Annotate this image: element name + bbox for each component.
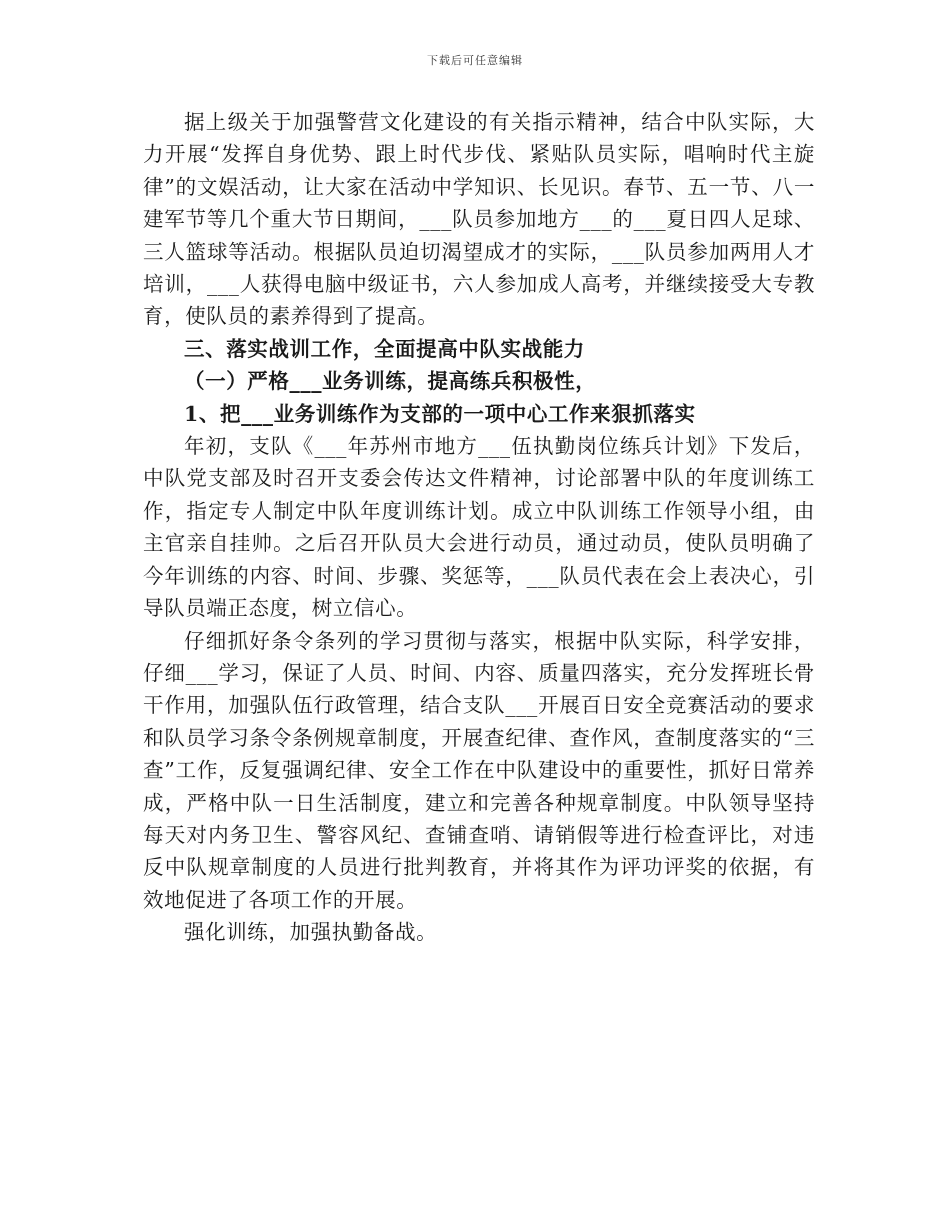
document-body [143,106,815,949]
paragraph-duty-readiness: 强化训练，加强执勤备战。 [184,920,438,945]
subsection-heading-strict-training: （一）严格___业务训练，提高练兵积极性， [184,369,597,394]
item-heading-core-task: 1、把___业务训练作为支部的一项中心工作来狠抓落实 [184,401,696,426]
paragraph-regulations: 仔细抓好条令条列的学习贯彻与落实，根据中队实际，科学安排，仔细___学习，保证了人员、时间、内容、质量四落实，充分发挥班长骨干作用，加强队伍行政管理，结合支队___开展百日安全竞赛活动的要求和队员学习条令条例规章制度，开展查纪律、查作风，查制度落实的“三查”工作，反复强调纪律、安全工作在中队建设中的重要性，抓好日常养成，严格中队一日生活制度，建立和完善各种规章制度。中队领导坚持每天对内务卫生、警容风纪、查铺查哨、请销假等进行检查评比，对违反中队规章制度的人员进行批判教育，并将其作为评功评奖的依据，有效地促进了各项工作的开展。 [143,628,815,912]
paragraph-culture-activities: 据上级关于加强警营文化建设的有关指示精神，结合中队实际，大力开展“发挥自身优势、跟上时代步伐、紧贴队员实际，唱响时代主旋律”的文娱活动，让大家在活动中学知识、长见识。春节、五一节、八一建军节等几个重大节日期间，___队员参加地方___的___夏日四人足球、三人篮球等活动。根据队员迫切渴望成才的实际，___队员参加两用人才培训，___人获得电脑中级证书，六人参加成人高考，并继续接受大专教育，使队员的素养得到了提高。 [143,110,815,329]
section-heading-training: 三、落实战训工作，全面提高中队实战能力 [184,336,585,361]
paragraph-annual-plan: 年初，支队《___年苏州市地方___伍执勤岗位练兵计划》下发后，中队党支部及时召开支委会传达文件精神，讨论部署中队的年度训练工作，指定专人制定中队年度训练计划。成立中队训练工作领导小组，由主官亲自挂帅。之后召开队员大会进行动员，通过动员，使队员明确了今年训练的内容、时间、步骤、奖惩等，___队员代表在会上表决心，引导队员端正态度，树立信心。 [143,434,815,621]
page-header: 下载后可任意编辑 [427,54,523,67]
